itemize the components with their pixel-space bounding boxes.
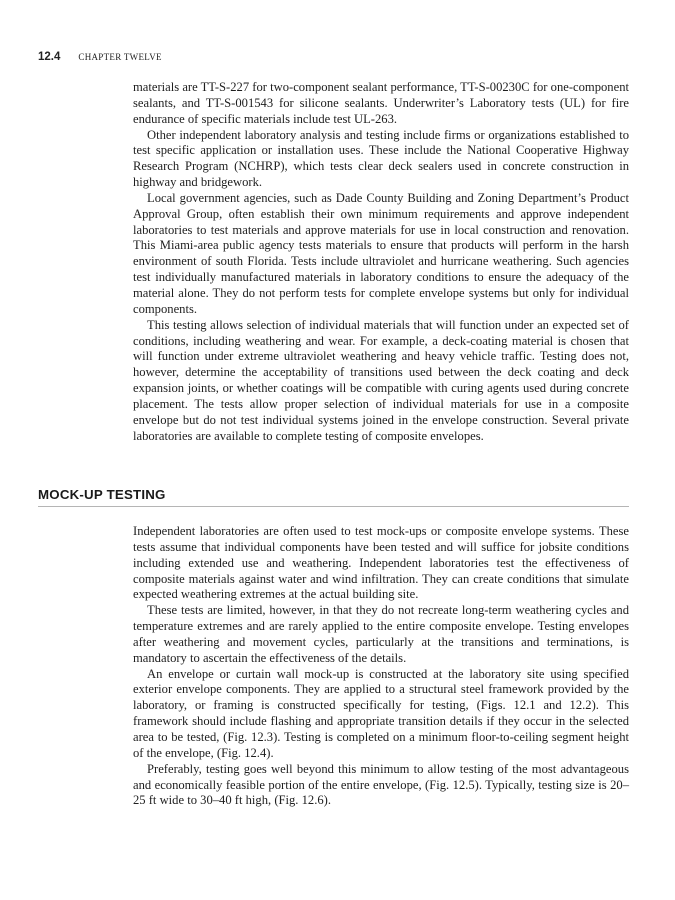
running-head: CHAPTER TWELVE [78, 52, 162, 62]
body-paragraph: This testing allows selection of individual materials that will function under an expected set of conditions, including weathering and wear. For example, a deck-coating material is chosen that will function under extreme ultraviolet weathering and heavy vehicle traffic. Testing does not, however, determine the acceptability of transitions used between the deck coating and deck expansion joints, or whether coatings will be compatible with curing agents used during concrete placement. The tests allow proper selection of individual materials for use in a composite envelope but do not test individual systems joined in the envelope construction. Several private laboratories are available to complete testing of composite envelopes. [133, 317, 629, 443]
body-paragraph: Other independent laboratory analysis and testing include firms or organizations established to test specific application or installation uses. These include the National Cooperative Highway Research Program (NCHRP), which tests clear deck sealers used in concrete construction in highway and bridgework. [133, 127, 629, 190]
body-paragraph: Local government agencies, such as Dade County Building and Zoning Department’s Product Approval Group, often establish their own minimum requirements and approve independent laboratories to test materials and approve materials for use in local construction and renovation. This Miami-area public agency tests materials to ensure that products will perform in the harsh environment of south Florida. Tests include ultraviolet and hurricane weathering. Such agencies test individually manufactured materials in laboratory conditions to ensure the adequacy of the material alone. They do not perform tests for complete envelope systems but only for individual components. [133, 190, 629, 316]
body-paragraph: These tests are limited, however, in that they do not recreate long-term weathering cycles and temperature extremes and are rarely applied to the entire composite envelope. Testing envelopes after weathering and movement cycles, particularly at the transitions and terminations, is mandatory to ascertain the effectiveness of the details. [133, 603, 629, 665]
body-paragraph: Preferably, testing goes well beyond this minimum to allow testing of the most advantageous and economically feasible portion of the entire envelope, (Fig. 12.5). Typically, testing size is 20–25 ft wide to 30–40 ft high, (Fig. 12.6). [133, 761, 629, 808]
body-paragraph: Independent laboratories are often used to test mock-ups or composite envelope systems. These tests assume that individual components have been tested and will suffice for jobsite conditions including extended use and weathering. Independent laboratories test the effectiveness of composite materials against water and wind infiltration. They can create conditions that simulate expected weathering extremes at the actual building site. [133, 524, 629, 602]
body-paragraph: materials are TT-S-227 for two-component sealant performance, TT-S-00230C for one-component sealants, and TT-S-001543 for silicone sealants. Underwriter’s Laboratory tests (UL) for fire endurance of specific materials include test UL-263. [133, 80, 629, 126]
page-number: 12.4 [38, 51, 61, 63]
section-heading: MOCK-UP TESTING [38, 487, 166, 502]
section-divider [38, 506, 629, 507]
section-text-block [133, 524, 629, 809]
intro-text-block [133, 80, 629, 444]
body-paragraph: An envelope or curtain wall mock-up is constructed at the laboratory site using specified exterior envelope components. They are applied to a structural steel framework provided by the laboratory, or framing is constructed specifically for testing, (Figs. 12.1 and 12.2). This framework should include flashing and appropriate transition details if they occur in the selected area to be tested, (Fig. 12.3). Testing is completed on a minimum floor-to-ceiling segment height of the envelope, (Fig. 12.4). [133, 666, 629, 760]
page-header [38, 47, 162, 61]
